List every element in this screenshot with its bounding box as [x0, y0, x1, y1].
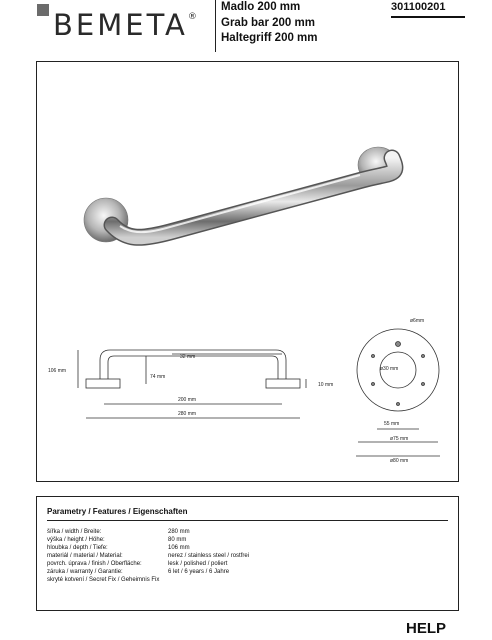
title-cz: Madlo 200 mm [221, 1, 301, 13]
param-value: nerez / stainless steel / rostfrei [168, 553, 250, 559]
param-label: hloubka / depth / Tiefe: [47, 545, 108, 551]
dim-74: 74 mm [150, 374, 166, 380]
title-en: Grab bar 200 mm [221, 16, 315, 29]
dim-280: 280 mm [178, 411, 197, 417]
param-label: šířka / width / Breite: [47, 529, 102, 535]
param-label: skryté kotvení / Secret Fix / Geheimnis Fix [47, 577, 160, 583]
param-label: povrch. úprava / finish / Oberfläche: [47, 561, 142, 567]
param-label: výška / height / Höhe: [47, 537, 105, 543]
dim-center: ø30 mm [380, 366, 399, 372]
dim-75: ø75 mm [390, 436, 409, 442]
help-link[interactable]: HELP [406, 620, 447, 637]
dim-hole: ø6mm [410, 318, 425, 324]
bar-tube [112, 158, 395, 237]
bar-shadow [112, 158, 395, 237]
param-label: záruka / warranty / Garantie: [47, 569, 123, 575]
dim-200: 200 mm [178, 397, 197, 403]
grab-bar-photo [84, 147, 398, 242]
param-value: 80 mm [168, 537, 187, 543]
parameters-divider [47, 520, 448, 521]
dim-106: 106 mm [48, 368, 67, 374]
dim-80: ø80 mm [390, 458, 409, 464]
brand-name: BEMETA [53, 8, 188, 42]
param-value: 6 let / 6 years / 6 Jahre [168, 569, 230, 575]
dim-55: 55 mm [384, 421, 400, 427]
title-de: Haltegriff 200 mm [221, 32, 318, 44]
param-label: materiál / material / Material: [47, 553, 123, 559]
param-value: lesk / polished / poliert [168, 561, 228, 567]
param-value: 106 mm [168, 545, 190, 551]
dim-32: 32 mm [180, 354, 196, 360]
parameters-title: Parametry / Features / Eigenschaften [47, 507, 188, 516]
param-value: 280 mm [168, 529, 190, 535]
dim-10: 10 mm [318, 382, 334, 388]
product-code: 301100201 [391, 1, 446, 13]
trademark: ® [187, 12, 197, 22]
front-view-drawing [78, 350, 306, 418]
